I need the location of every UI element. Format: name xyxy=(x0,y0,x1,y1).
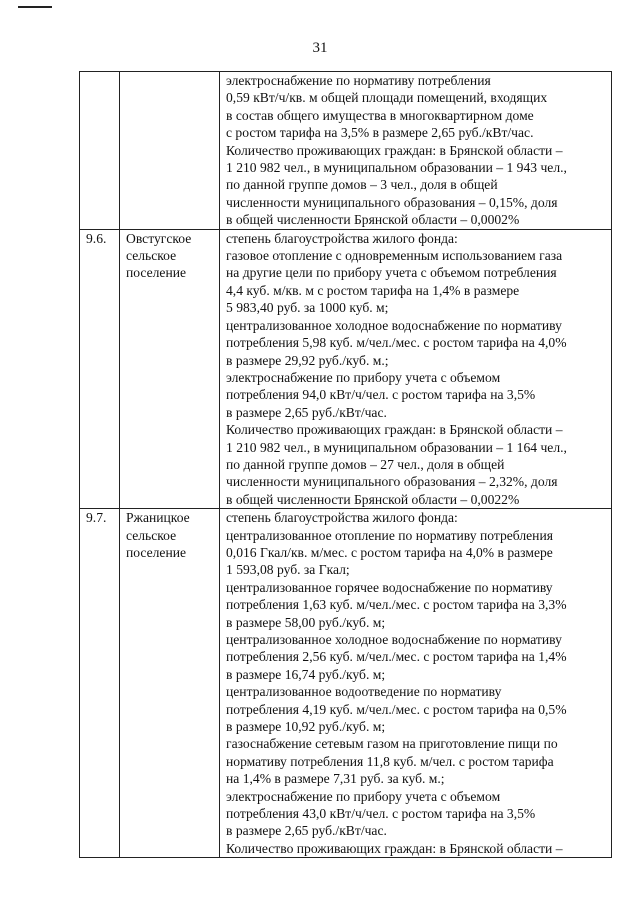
description-line: в размере 10,92 руб./куб. м; xyxy=(226,719,386,735)
description-line: 1 210 982 чел., в муниципальном образовании – 1 164 чел., xyxy=(226,439,567,455)
table-row xyxy=(80,72,612,230)
description-line: в размере 2,65 руб./кВт/час. xyxy=(226,404,387,420)
description-line: централизованное холодное водоснабжение по нормативу xyxy=(226,317,562,333)
description-line: потребления 94,0 кВт/ч/чел. с ростом тарифа на 3,5% xyxy=(226,387,536,403)
settlement-name xyxy=(120,72,220,230)
description-line: потребления 5,98 куб. м/чел./мес. с ростом тарифа на 4,0% xyxy=(226,335,567,351)
description-cell xyxy=(220,509,612,858)
description-line: Количество проживающих граждан: в Брянской области – xyxy=(226,422,563,438)
description-line: в общей численности Брянской области – 0,0002% xyxy=(226,212,520,228)
description-line: нормативу потребления 11,8 куб. м/чел. с ростом тарифа xyxy=(226,753,554,769)
table-row xyxy=(80,509,612,858)
description-line: централизованное горячее водоснабжение по нормативу xyxy=(226,579,553,595)
description-line: 1 210 982 чел., в муниципальном образовании – 1 943 чел., xyxy=(226,160,567,176)
tariff-table xyxy=(79,71,612,858)
description-line: 0,016 Гкал/кв. м/мес. с ростом тарифа на 4,0% в размере xyxy=(226,544,553,560)
description-line: в размере 58,00 руб./куб. м; xyxy=(226,614,386,630)
description-line: на 1,4% в размере 7,31 руб. за куб. м.; xyxy=(226,771,445,787)
settlement-name-line: поселение xyxy=(126,544,187,560)
description-line: численности муниципального образования – 2,32%, доля xyxy=(226,474,558,490)
description-line: 4,4 куб. м/кв. м с ростом тарифа на 1,4% в размере xyxy=(226,282,520,298)
description-line: Количество проживающих граждан: в Брянской области – xyxy=(226,142,563,158)
page-number: 31 xyxy=(312,40,328,56)
table-row xyxy=(80,229,612,509)
description-line: потребления 2,56 куб. м/чел./мес. с ростом тарифа на 1,4% xyxy=(226,649,567,665)
settlement-name-line: сельское xyxy=(126,527,177,543)
scan-mark xyxy=(18,6,52,8)
description-line: в размере 2,65 руб./кВт/час. xyxy=(226,823,387,839)
description-line: в общей численности Брянской области – 0,0022% xyxy=(226,491,520,507)
description-line: по данной группе домов – 3 чел., доля в общей xyxy=(226,177,498,193)
description-line: потребления 4,19 куб. м/чел./мес. с ростом тарифа на 0,5% xyxy=(226,701,567,717)
description-cell xyxy=(220,229,612,509)
row-number: 9.6. xyxy=(80,229,120,509)
description-line: в размере 16,74 руб./куб. м; xyxy=(226,666,386,682)
description-line: 0,59 кВт/ч/кв. м общей площади помещений, входящих xyxy=(226,90,548,106)
description-line: 5 983,40 руб. за 1000 куб. м; xyxy=(226,300,389,316)
description-line: потребления 1,63 куб. м/чел./мес. с ростом тарифа на 3,3% xyxy=(226,597,567,613)
settlement-name xyxy=(120,509,220,858)
description-cell xyxy=(220,72,612,230)
description-line: в размере 29,92 руб./куб. м.; xyxy=(226,352,389,368)
description-line: электроснабжение по прибору учета с объемом xyxy=(226,369,501,385)
description-line: централизованное холодное водоснабжение по нормативу xyxy=(226,632,562,647)
settlement-name-line: Овстугское xyxy=(126,230,192,246)
description-line: в состав общего имущества в многоквартирном доме xyxy=(226,107,534,123)
description-line: 1 593,08 руб. за Гкал; xyxy=(226,562,350,578)
settlement-name-line: поселение xyxy=(126,265,187,281)
description-line: электроснабжение по прибору учета с объемом xyxy=(226,788,501,804)
description-line: Количество проживающих граждан: в Брянской области – xyxy=(226,840,563,856)
description-line: степень благоустройства жилого фонда: xyxy=(226,510,458,526)
settlement-name xyxy=(120,229,220,509)
description-line: по данной группе домов – 27 чел., доля в общей xyxy=(226,456,505,472)
description-line: с ростом тарифа на 3,5% в размере 2,65 руб./кВт/час. xyxy=(226,125,534,141)
description-line: электроснабжение по нормативу потребления xyxy=(226,73,491,88)
settlement-name-line: сельское xyxy=(126,248,177,264)
description-line: степень благоустройства жилого фонда: xyxy=(226,230,458,246)
row-number: 9.7. xyxy=(80,509,120,858)
description-line: газоснабжение сетевым газом на приготовление пищи по xyxy=(226,736,558,752)
description-line: газовое отопление с одновременным использованием газа xyxy=(226,248,563,264)
row-number xyxy=(80,72,120,230)
settlement-name-line: Ржаницкое xyxy=(126,510,190,526)
description-line: численности муниципального образования – 0,15%, доля xyxy=(226,194,558,210)
description-line: централизованное отопление по нормативу потребления xyxy=(226,527,553,543)
description-line: на другие цели по прибору учета с объемом потребления xyxy=(226,265,557,281)
description-line: централизованное водоотведение по нормативу xyxy=(226,684,502,700)
description-line: потребления 43,0 кВт/ч/чел. с ростом тарифа на 3,5% xyxy=(226,806,536,822)
